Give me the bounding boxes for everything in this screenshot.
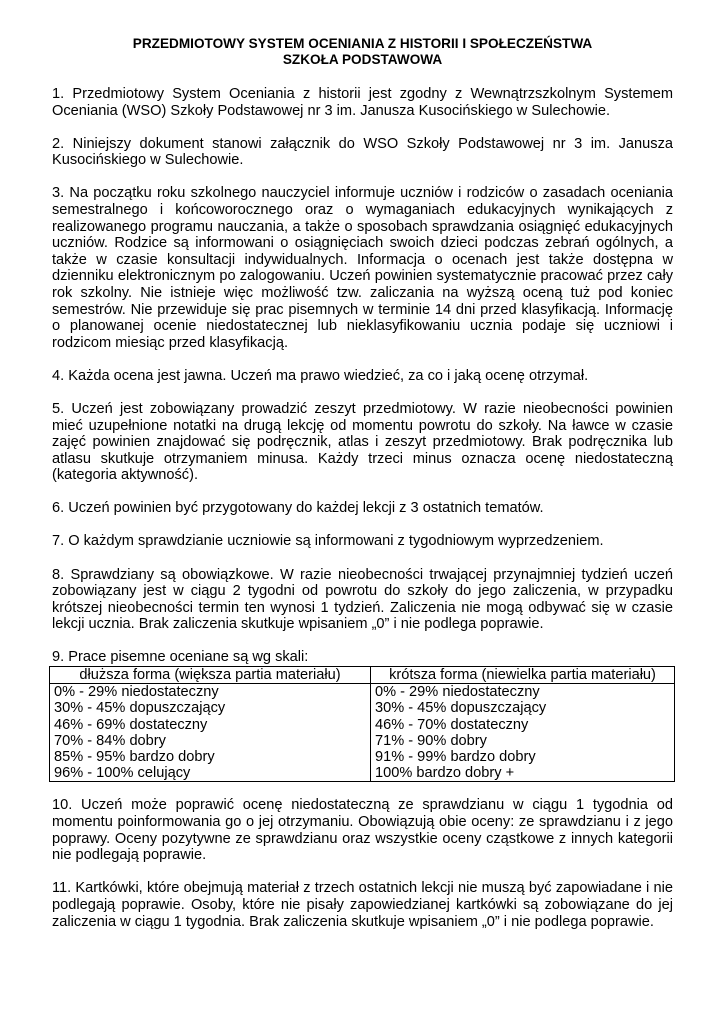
short-form-grade: 46% - 70% dostateczny [375, 716, 529, 733]
paragraph-7: 7. O każdym sprawdzianie uczniowie są informowani z tygodniowym wyprzedzeniem. [52, 533, 604, 550]
paragraph-11: 11. Kartkówki, które obejmują materiał z trzech ostatnich lekcji nie muszą być zapowiadane i nie podlegają poprawie. Osoby, które nie pisały zapowiedzianej kartkówki są zobowiązane do jej zaliczenia w ciągu 1 tygodnia. Brak zaliczenia skutkuje wpisaniem „0” i nie podlega poprawie. [52, 880, 673, 930]
paragraph-2: 2. Niniejszy dokument stanowi załącznik do WSO Szkoły Podstawowej nr 3 im. Janusza Kusocińskiego w Sulechowie. [52, 135, 673, 169]
long-form-grade: 70% - 84% dobry [54, 732, 166, 749]
short-form-grade: 91% - 99% bardzo dobry [375, 749, 536, 766]
paragraph-10: 10. Uczeń może poprawić ocenę niedostateczną ze sprawdzianu w ciągu 1 tygodnia od momentu poinformowania go o jej otrzymaniu. Obowiązują obie oceny: ze sprawdzianu i z jego poprawy. Oceny pozytywne ze sprawdzianu oraz wszystkie oceny cząstkowe z innych kategorii nie podlegają poprawie. [52, 797, 673, 864]
header-short-form: krótsza forma (niewielka partia materiału) [371, 667, 675, 684]
short-form-cell [371, 684, 675, 782]
header-long-form: dłuższa forma (większa partia materiału) [50, 667, 371, 684]
paragraph-8: 8. Sprawdziany są obowiązkowe. W razie nieobecności trwającej przynajmniej tydzień uczeń zobowiązany jest w ciągu 2 tygodni od powrotu do szkoły do jego zaliczenia, w przypadku krótszej nieobecności termin ten wynosi 1 tydzień. Zaliczenia nie mogą odbywać się w czasie lekcji ucznia. Brak zaliczenia skutkuje wpisaniem „0” i nie podlega poprawie. [52, 566, 673, 633]
table-row [50, 684, 675, 782]
paragraph-6: 6. Uczeń powinien być przygotowany do każdej lekcji z 3 ostatnich tematów. [52, 500, 544, 517]
title-line-1: PRZEDMIOTOWY SYSTEM OCENIANIA Z HISTORII I SPOŁECZEŃSTWA [132, 36, 593, 51]
long-form-cell [50, 684, 371, 782]
long-form-grade: 0% - 29% niedostateczny [54, 684, 219, 701]
paragraph-1: 1. Przedmiotowy System Oceniania z historii jest zgodny z Wewnątrzszkolnym Systemem Oceniania (WSO) Szkoły Podstawowej nr 3 im. Janusza Kusocińskiego w Sulechowie. [52, 86, 673, 119]
grading-scale-table [49, 666, 675, 782]
title-line-2: SZKOŁA PODSTAWOWA [282, 52, 443, 67]
document-page [52, 36, 673, 947]
long-form-grade: 85% - 95% bardzo dobry [54, 749, 215, 766]
long-form-grade: 96% - 100% celujący [54, 765, 191, 782]
paragraph-4: 4. Każda ocena jest jawna. Uczeń ma prawo wiedzieć, za co i jaką ocenę otrzymał. [52, 367, 589, 384]
short-form-grade: 30% - 45% dopuszczający [375, 700, 547, 717]
short-form-grade: 100% bardzo dobry + [375, 765, 515, 782]
short-form-grade: 0% - 29% niedostateczny [375, 684, 540, 701]
short-form-grade: 71% - 90% dobry [375, 732, 487, 749]
long-form-grade: 46% - 69% dostateczny [54, 716, 208, 733]
paragraph-9-intro: 9. Prace pisemne oceniane są wg skali: [52, 649, 309, 666]
table-header-row [50, 667, 675, 684]
paragraph-5: 5. Uczeń jest zobowiązany prowadzić zeszyt przedmiotowy. W razie nieobecności powinien mieć uzupełnione notatki na drugą lekcję od momentu powrotu do szkoły. Na ławce w czasie zajęć powinien znajdować się podręcznik, atlas i zeszyt przedmiotowy. Brak podręcznika lub atlasu skutkuje otrzymaniem minusa. Każdy trzeci minus oznacza ocenę niedostateczną (kategoria aktywność). [52, 400, 673, 484]
paragraph-3: 3. Na początku roku szkolnego nauczyciel informuje uczniów i rodziców o zasadach oceniania semestralnego i końcoworocznego oraz o wymaganiach edukacyjnych wynikających z realizowanego programu nauczania, a także o sposobach sprawdzania osiągnięć edukacyjnych uczniów. Rodzice są informowani o osiągnięciach swoich dzieci podczas zebrań ogólnych, a także w czasie konsultacji indywidualnych. Informacja o ocenach jest także dostępna w dzienniku elektronicznym po zalogowaniu. Uczeń powinien systematycznie pracować przez cały rok szkolny. Nie istnieje więc możliwość tzw. zaliczania na wyższą oceną tuż pod koniec semestrów. Nie przewiduje się prac pisemnych w terminie 14 dni przed klasyfikacją. Informację o planowanej ocenie niedostatecznej lub nieklasyfikowaniu ucznia podaje się uczniowi i rodzicom miesiąc przed klasyfikacją. [52, 185, 673, 351]
long-form-grade: 30% - 45% dopuszczający [54, 700, 226, 717]
document-title [52, 36, 673, 68]
